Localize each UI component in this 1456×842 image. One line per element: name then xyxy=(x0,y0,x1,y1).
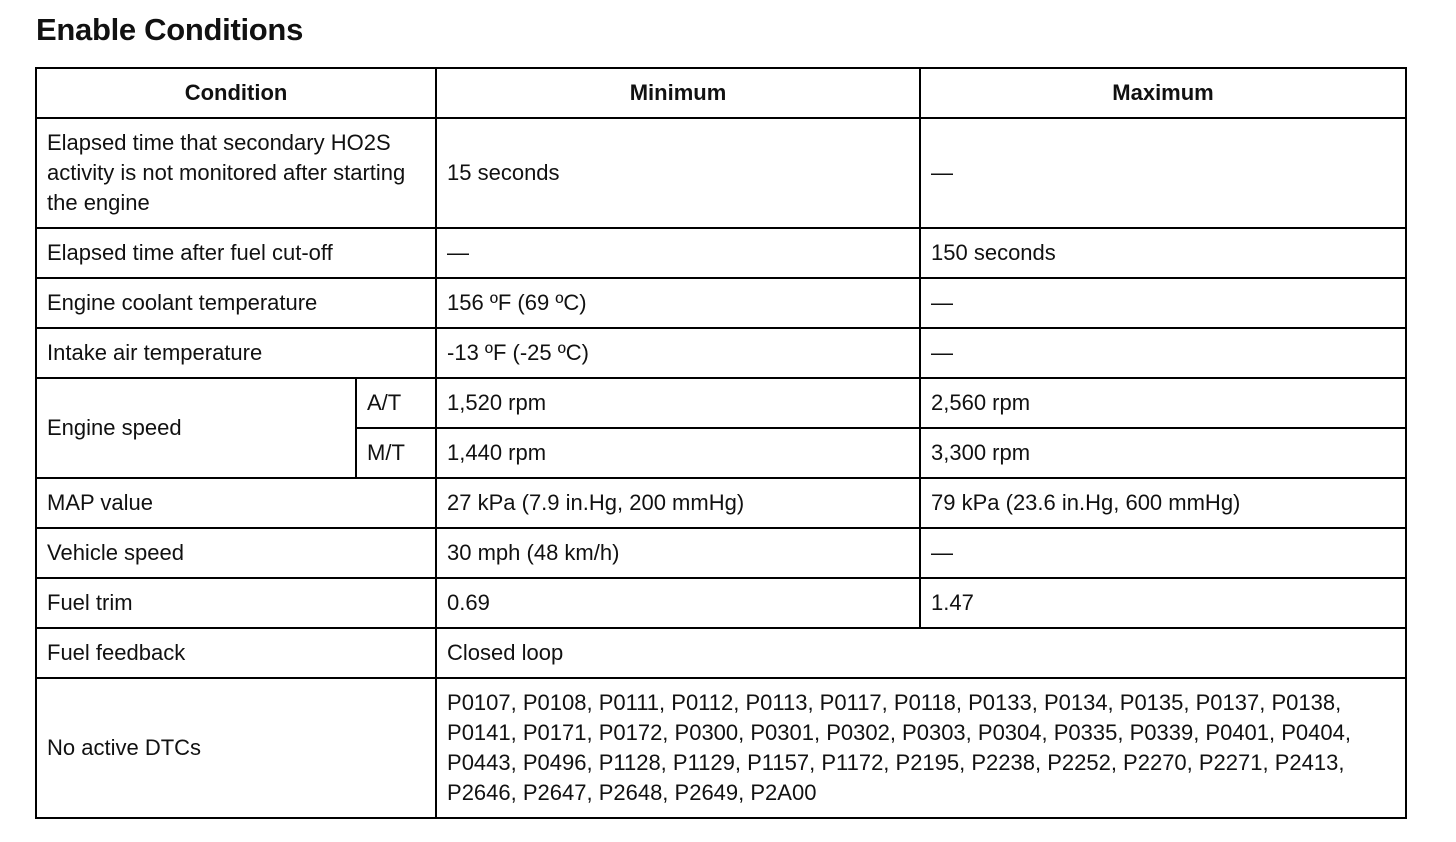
minimum-cell: 27 kPa (7.9 in.Hg, 200 mmHg) xyxy=(436,478,920,528)
condition-cell: Engine coolant temperature xyxy=(36,278,436,328)
table-row xyxy=(36,678,1406,818)
transmission-type-cell: A/T xyxy=(356,378,436,428)
condition-cell: Fuel feedback xyxy=(36,628,436,678)
minimum-cell: — xyxy=(436,228,920,278)
table-row xyxy=(36,378,1406,428)
minimum-cell: 30 mph (48 km/h) xyxy=(436,528,920,578)
table-row xyxy=(36,118,1406,228)
enable-conditions-table xyxy=(35,67,1407,819)
table-row xyxy=(36,528,1406,578)
maximum-cell: 2,560 rpm xyxy=(920,378,1406,428)
minimum-cell: 156 ºF (69 ºC) xyxy=(436,278,920,328)
page-title: Enable Conditions xyxy=(36,12,304,47)
minimum-cell: 1,520 rpm xyxy=(436,378,920,428)
table-row xyxy=(36,328,1406,378)
condition-cell: MAP value xyxy=(36,478,436,528)
condition-cell: Elapsed time that secondary HO2S activity is not monitored after starting the engine xyxy=(36,118,436,228)
table-row xyxy=(36,278,1406,328)
condition-cell: Intake air temperature xyxy=(36,328,436,378)
maximum-cell: 3,300 rpm xyxy=(920,428,1406,478)
header-minimum: Minimum xyxy=(436,68,920,118)
maximum-cell: — xyxy=(920,328,1406,378)
minimum-cell: 1,440 rpm xyxy=(436,428,920,478)
value-cell: Closed loop xyxy=(436,628,1406,678)
maximum-cell: 79 kPa (23.6 in.Hg, 600 mmHg) xyxy=(920,478,1406,528)
maximum-cell: — xyxy=(920,278,1406,328)
dtc-list-cell: P0107, P0108, P0111, P0112, P0113, P0117, P0118, P0133, P0134, P0135, P0137, P0138, P0141, P0171, P0172, P0300, P0301, P0302, P0303, P0304, P0335, P0339, P0401, P0404, P0443, P0496, P1128, P1129, P1157, P1172, P2195, P2238, P2252, P2270, P2271, P2413, P2646, P2647, P2648, P2649, P2A00 xyxy=(436,678,1406,818)
minimum-cell: -13 ºF (-25 ºC) xyxy=(436,328,920,378)
maximum-cell: — xyxy=(920,528,1406,578)
table-row xyxy=(36,228,1406,278)
condition-cell: Elapsed time after fuel cut-off xyxy=(36,228,436,278)
condition-cell: Vehicle speed xyxy=(36,528,436,578)
table-row xyxy=(36,478,1406,528)
transmission-type-cell: M/T xyxy=(356,428,436,478)
table-row xyxy=(36,628,1406,678)
condition-cell: No active DTCs xyxy=(36,678,436,818)
header-maximum: Maximum xyxy=(920,68,1406,118)
table-row xyxy=(36,578,1406,628)
maximum-cell: 1.47 xyxy=(920,578,1406,628)
header-row xyxy=(36,68,1406,118)
condition-cell: Fuel trim xyxy=(36,578,436,628)
header-condition: Condition xyxy=(36,68,436,118)
condition-cell: Engine speed xyxy=(36,378,356,478)
minimum-cell: 0.69 xyxy=(436,578,920,628)
maximum-cell: 150 seconds xyxy=(920,228,1406,278)
maximum-cell: — xyxy=(920,118,1406,228)
minimum-cell: 15 seconds xyxy=(436,118,920,228)
